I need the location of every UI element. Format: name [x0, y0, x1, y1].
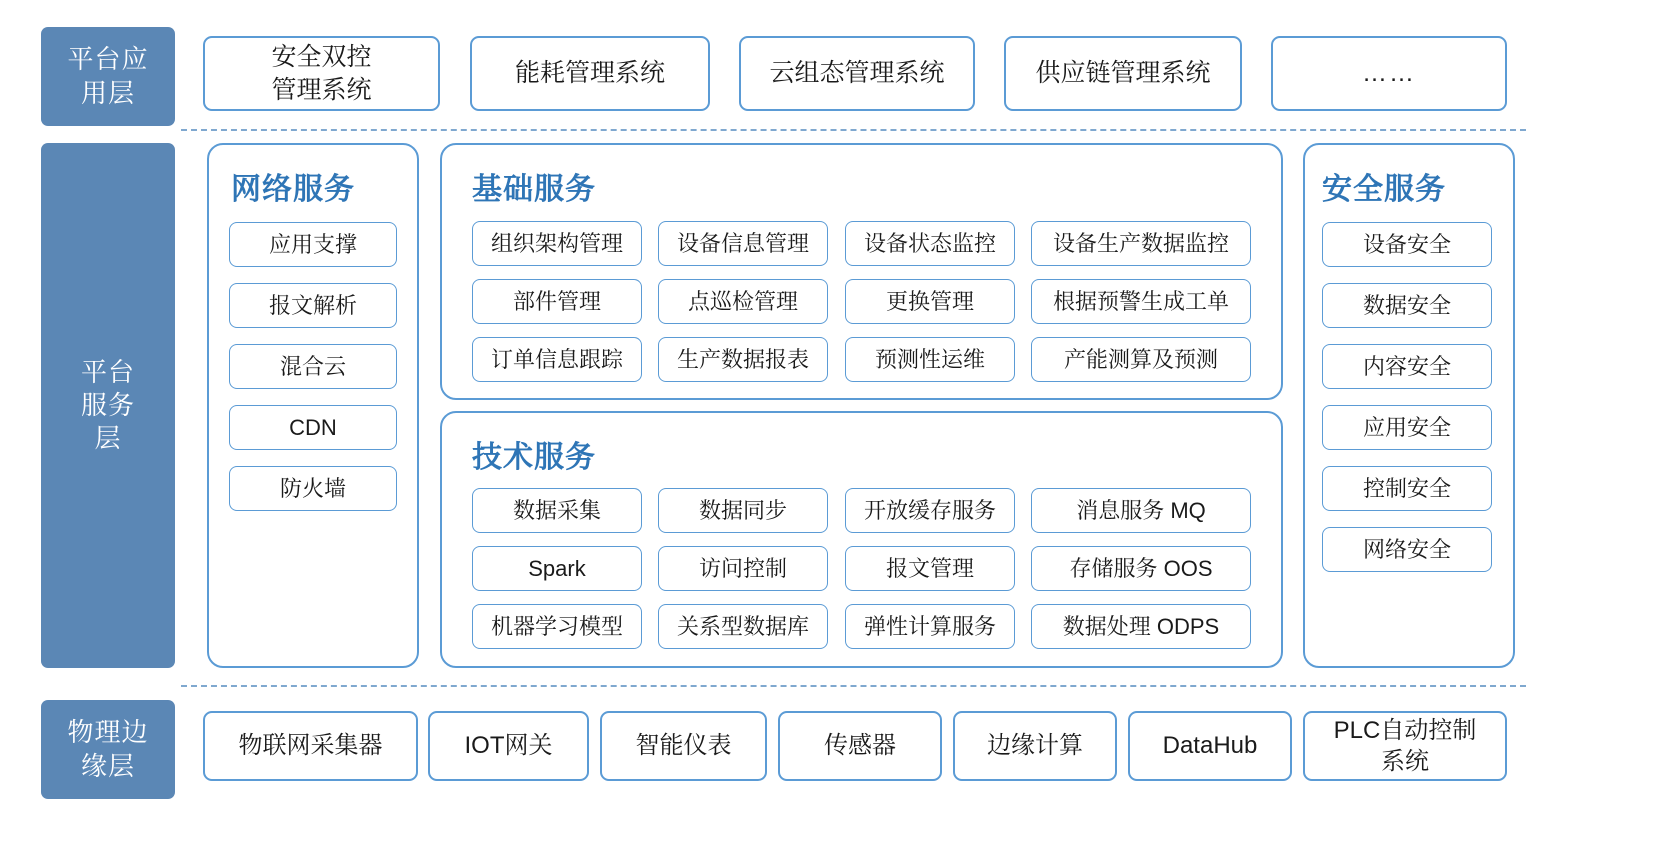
item-tech-access-control[interactable]: 访问控制 [658, 546, 828, 591]
item-tech-odps[interactable]: 数据处理 ODPS [1031, 604, 1251, 649]
item-tech-open-cache[interactable]: 开放缓存服务 [845, 488, 1015, 533]
item-basic-predictive-maintenance[interactable]: 预测性运维 [845, 337, 1015, 382]
layer-label-physical-edge [41, 700, 175, 799]
item-security-device[interactable]: 设备安全 [1322, 222, 1492, 267]
edge-box-plc-control-line2: 系统 [1381, 748, 1429, 775]
separator-platform-edge [181, 685, 1526, 687]
item-tech-elastic-compute[interactable]: 弹性计算服务 [845, 604, 1015, 649]
item-basic-order-tracking[interactable]: 订单信息跟踪 [472, 337, 642, 382]
item-security-application[interactable]: 应用安全 [1322, 405, 1492, 450]
layer-label-platform-line1: 平台 [80, 356, 135, 387]
item-basic-alarm-work-order[interactable]: 根据预警生成工单 [1031, 279, 1251, 324]
group-title-security-service: 安全服务 [1322, 173, 1446, 206]
app-box-more[interactable]: …… [1271, 36, 1507, 111]
edge-box-datahub[interactable]: DataHub [1128, 711, 1292, 781]
layer-label-platform-service [41, 143, 175, 668]
group-title-basic-service: 基础服务 [472, 173, 596, 206]
layer-label-application [41, 27, 175, 126]
item-tech-ml-model[interactable]: 机器学习模型 [472, 604, 642, 649]
item-tech-message-mq[interactable]: 消息服务 MQ [1031, 488, 1251, 533]
item-security-content[interactable]: 内容安全 [1322, 344, 1492, 389]
item-basic-org-structure[interactable]: 组织架构管理 [472, 221, 642, 266]
layer-label-application-line2: 用层 [80, 77, 135, 108]
app-box-supply-chain[interactable]: 供应链管理系统 [1004, 36, 1242, 111]
item-basic-device-info[interactable]: 设备信息管理 [658, 221, 828, 266]
item-basic-component-mgmt[interactable]: 部件管理 [472, 279, 642, 324]
edge-box-edge-computing[interactable]: 边缘计算 [953, 711, 1117, 781]
item-basic-replacement-mgmt[interactable]: 更换管理 [845, 279, 1015, 324]
layer-label-platform-line2: 服务 [80, 389, 135, 420]
layer-label-edge-line2: 缘层 [80, 750, 135, 781]
item-security-data[interactable]: 数据安全 [1322, 283, 1492, 328]
edge-box-smart-meter[interactable]: 智能仪表 [600, 711, 767, 781]
item-basic-capacity-forecast[interactable]: 产能测算及预测 [1031, 337, 1251, 382]
item-tech-message-mgmt[interactable]: 报文管理 [845, 546, 1015, 591]
group-title-network-service: 网络服务 [231, 173, 355, 206]
app-box-safety-dual-control-line2: 管理系统 [271, 75, 372, 104]
layer-label-edge-line1: 物理边 [67, 717, 149, 748]
item-network-firewall[interactable]: 防火墙 [229, 466, 397, 511]
item-tech-spark[interactable]: Spark [472, 546, 642, 591]
edge-box-plc-control-line1: PLC自动控制 [1333, 716, 1477, 744]
item-network-hybrid-cloud[interactable]: 混合云 [229, 344, 397, 389]
layer-label-application-line1: 平台应 [67, 44, 149, 75]
layer-label-platform-line3: 层 [94, 423, 122, 454]
item-network-cdn[interactable]: CDN [229, 405, 397, 450]
item-security-control[interactable]: 控制安全 [1322, 466, 1492, 511]
app-box-safety-dual-control-line1: 安全双控 [271, 43, 372, 71]
item-network-message-parse[interactable]: 报文解析 [229, 283, 397, 328]
item-tech-data-sync[interactable]: 数据同步 [658, 488, 828, 533]
edge-box-iot-collector[interactable]: 物联网采集器 [203, 711, 418, 781]
item-basic-device-production-data[interactable]: 设备生产数据监控 [1031, 221, 1251, 266]
edge-box-plc-control[interactable] [1303, 711, 1507, 781]
item-tech-storage-oos[interactable]: 存储服务 OOS [1031, 546, 1251, 591]
item-tech-data-collection[interactable]: 数据采集 [472, 488, 642, 533]
app-box-energy-management[interactable]: 能耗管理系统 [470, 36, 710, 111]
item-tech-relational-db[interactable]: 关系型数据库 [658, 604, 828, 649]
edge-box-iot-gateway[interactable]: IOT网关 [428, 711, 589, 781]
item-basic-production-report[interactable]: 生产数据报表 [658, 337, 828, 382]
edge-box-sensor[interactable]: 传感器 [778, 711, 942, 781]
item-security-network[interactable]: 网络安全 [1322, 527, 1492, 572]
item-basic-inspection-mgmt[interactable]: 点巡检管理 [658, 279, 828, 324]
app-box-cloud-scada[interactable]: 云组态管理系统 [739, 36, 975, 111]
group-title-technology-service: 技术服务 [472, 441, 596, 474]
item-network-app-support[interactable]: 应用支撑 [229, 222, 397, 267]
separator-application-platform [181, 129, 1526, 131]
app-box-safety-dual-control[interactable] [203, 36, 440, 111]
item-basic-device-status[interactable]: 设备状态监控 [845, 221, 1015, 266]
